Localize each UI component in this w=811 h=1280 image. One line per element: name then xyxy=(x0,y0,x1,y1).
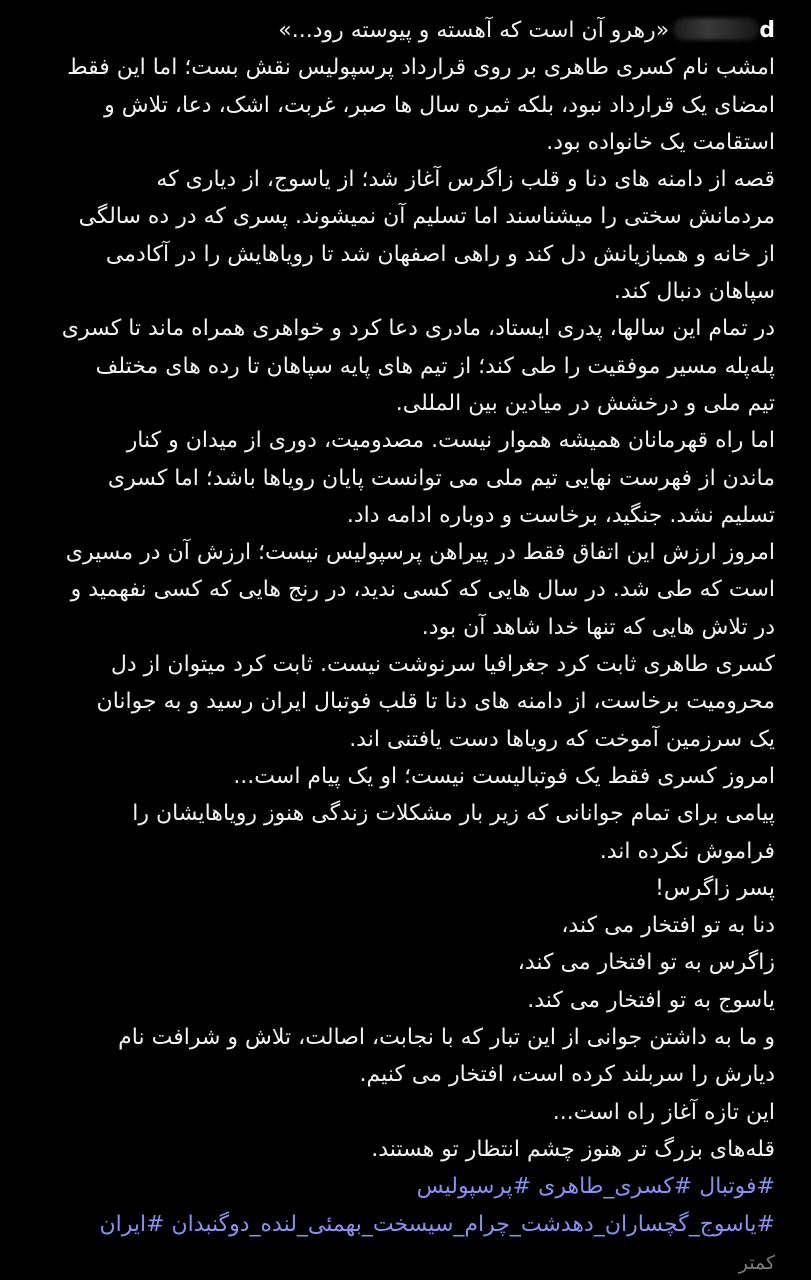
post-line: امروز ارزش این اتفاق فقط در پیراهن پرسپولیس نیست؛ ارزش آن در مسیری xyxy=(65,540,775,566)
show-less-link[interactable]: کمتر xyxy=(738,1251,775,1274)
post-line: قصه از دامنه های دنا و قلب زاگرس آغاز شد؛ از یاسوج، از دیاری که xyxy=(156,167,775,193)
post-line: اما راه قهرمانان همیشه هموار نیست. مصدومیت، دوری از میدان و کنار xyxy=(126,428,775,454)
post-line: از خانه و همبازیانش دل کند و راهی اصفهان شد تا رویاهایش را در آکادمی xyxy=(105,241,775,267)
post-line: مردمانش سختی را میشناسند اما تسلیم آن نمیشوند. پسری که در ده سالگی xyxy=(78,204,775,230)
post-line: و ما به داشتن جوانی از این تبار که با نجابت، اصالت، تلاش و شرافت نام xyxy=(118,1025,775,1051)
hashtag-kasra-taheri[interactable]: #کسری_طاهری xyxy=(538,1174,693,1200)
post-line: دنا به تو افتخار می کند، xyxy=(561,913,775,939)
post-line: است که طی شد. در سال هایی که کسی ندید، در رنج هایی که کسی نفهمید و xyxy=(70,577,775,603)
hashtag-persepolis[interactable]: #پرسپولیس xyxy=(416,1174,532,1200)
post-line: ماندن از فهرست نهایی تیم ملی می توانست پایان رویاها باشد؛ اما کسری xyxy=(107,465,775,491)
post-line: زاگرس به تو افتخار می کند، xyxy=(517,950,775,976)
post-line: سپاهان دنبال کند. xyxy=(613,279,775,305)
post-line: پیامی برای تمام جوانانی که زیر بار مشکلات زندگی هنوز رویاهایشان را xyxy=(132,801,775,827)
hashtag-iran[interactable]: #ایران xyxy=(99,1211,165,1237)
author-name-initial[interactable]: d xyxy=(759,18,775,43)
post-line: فراموش نکرده اند. xyxy=(599,838,775,864)
hashtag-football[interactable]: #فوتبال xyxy=(699,1174,775,1200)
post-line: پسر زاگرس! xyxy=(655,875,775,901)
post-line: در تمام این سالها، پدری ایستاد، مادری دعا کرد و خواهری همراه ماند تا کسری xyxy=(61,316,775,342)
hashtag-row xyxy=(36,1206,775,1243)
post-line: تسلیم نشد. جنگید، برخاست و دوباره ادامه داد. xyxy=(346,502,775,528)
post-line: کسری طاهری ثابت کرد جغرافیا سرنوشت نیست. ثابت کرد میتوان از دل xyxy=(110,652,775,678)
post-line: استقامت یک خانواده بود. xyxy=(546,129,775,155)
post-line: دیارش را سربلند کرده است، افتخار می کنیم. xyxy=(359,1062,775,1088)
post-line: محرومیت برخاست، از دامنه های دنا تا قلب فوتبال ایران رسید و به جوانان xyxy=(96,689,775,715)
post-line: یک سرزمین آموخت که رویاها دست یافتنی اند. xyxy=(349,726,775,752)
post-line: تیم ملی و درخشش در میادین بین المللی. xyxy=(395,390,775,416)
post-line: «رهرو آن است که آهسته و پیوسته رود...» xyxy=(278,18,670,43)
post-line: پله‌پله مسیر موفقیت را طی کند؛ از تیم های پایه سپاهان تا رده های مختلف xyxy=(95,353,775,379)
post-line: امروز کسری فقط یک فوتبالیست نیست؛ او یک پیام است... xyxy=(233,763,775,789)
hashtag-yasuj-cities[interactable]: #یاسوج_گچساران_دهدشت_چرام_سیسخت_بهمئی_لنده_دوگنبدان xyxy=(171,1211,775,1237)
hashtag-row xyxy=(36,1168,775,1205)
blurred-author-name xyxy=(673,18,759,40)
post-line: این تازه آغاز راه است... xyxy=(552,1099,775,1125)
post-line: امشب نام کسری طاهری بر روی قرارداد پرسپولیس نقش بست؛ اما این فقط xyxy=(67,55,775,81)
post-line: در تلاش هایی که تنها خدا شاهد آن بود. xyxy=(421,614,775,640)
post-line: قله‌های بزرگ تر هنوز چشم انتظار تو هستند. xyxy=(371,1136,775,1162)
post-line: امضای یک قرارداد نبود، بلکه ثمره سال ها صبر، غربت، اشک، دعا، تلاش و xyxy=(104,92,775,118)
post-line: یاسوج به تو افتخار می کند. xyxy=(527,987,775,1013)
post-first-line xyxy=(36,12,775,49)
